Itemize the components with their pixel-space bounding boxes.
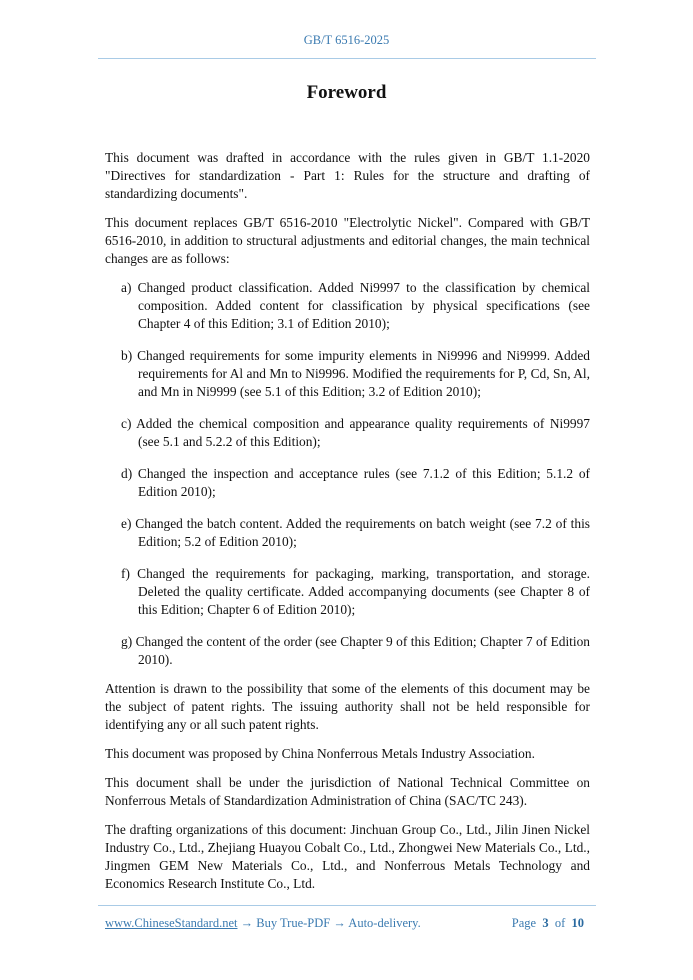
- paragraph: The drafting organizations of this document: Jinchuan Group Co., Ltd., Jilin Jinen Nickel Industry Co., Ltd., Zhejiang Huayou Cobalt Co., Ltd., Zhongwei New Materials Co., Ltd., Jingmen GEM New Materials Co., Ltd., and Nonferrous Metals Technology and Economics Research Institute Co., Ltd.: [105, 822, 590, 891]
- paragraph: This document shall be under the jurisdiction of National Technical Committee on Nonferrous Metals of Standardization Administration of China (SAC/TC 243).: [105, 775, 590, 808]
- list-item: c) Added the chemical composition and appearance quality requirements of Ni9997 (see 5.1 and 5.2.2 of this Edition);: [121, 416, 590, 449]
- list-item: g) Changed the content of the order (see Chapter 9 of this Edition; Chapter 7 of Edition 2010).: [121, 634, 590, 667]
- list-item: a) Changed product classification. Added Ni9997 to the classification by chemical composition. Added content for classification by physical specifications (see Chapter 4 of this Edition; 3.1 of Edition 2010);: [121, 280, 590, 331]
- paragraph: This document replaces GB/T 6516-2010 "Electrolytic Nickel". Compared with GB/T 6516-2010, in addition to structural adjustments and editorial changes, the main technical changes are as follows:: [105, 215, 590, 266]
- list-item: b) Changed requirements for some impurity elements in Ni9996 and Ni9999. Added requirements for Al and Mn to Ni9996. Modified the requirements for P, Cd, Sn, Al, and Mn in Ni9999 (see 5.1 of this Edition; 3.2 of Edition 2010);: [121, 348, 590, 399]
- promo-text: → Buy True-PDF → Auto-delivery.: [237, 916, 421, 930]
- of-label: of: [554, 916, 566, 930]
- paragraph: This document was proposed by China Nonferrous Metals Industry Association.: [105, 746, 535, 761]
- document-code-header: GB/T 6516-2025: [303, 33, 390, 47]
- list-item: e) Changed the batch content. Added the requirements on batch weight (see 7.2 of this Edition; 5.2 of Edition 2010);: [121, 516, 590, 549]
- page-current: 3: [542, 916, 549, 930]
- document-body: [105, 149, 590, 904]
- footer-divider: [98, 905, 596, 906]
- footer: [105, 916, 590, 931]
- list-item: d) Changed the inspection and acceptance rules (see 7.1.2 of this Edition; 5.1.2 of Edition 2010);: [121, 466, 590, 499]
- page-label: Page: [511, 916, 537, 930]
- page-title: Foreword: [306, 82, 387, 103]
- website-link[interactable]: www.ChineseStandard.net: [105, 916, 238, 930]
- page-indicator: [512, 916, 584, 931]
- paragraph: Attention is drawn to the possibility that some of the elements of this document may be the subject of patent rights. The issuing authority shall not be held responsible for identifying any or all such patent rights.: [105, 681, 590, 732]
- paragraph: This document was drafted in accordance with the rules given in GB/T 1.1-2020 "Directives for standardization - Part 1: Rules for the structure and drafting of standardizing documents".: [105, 150, 590, 201]
- page-total: 10: [571, 916, 584, 930]
- header-divider: [98, 58, 596, 59]
- list-item: f) Changed the requirements for packaging, marking, transportation, and storage. Deleted the quality certificate. Added accompanying documents (see Chapter 8 of this Edition; Chapter 6 of Edition 2010);: [121, 566, 590, 617]
